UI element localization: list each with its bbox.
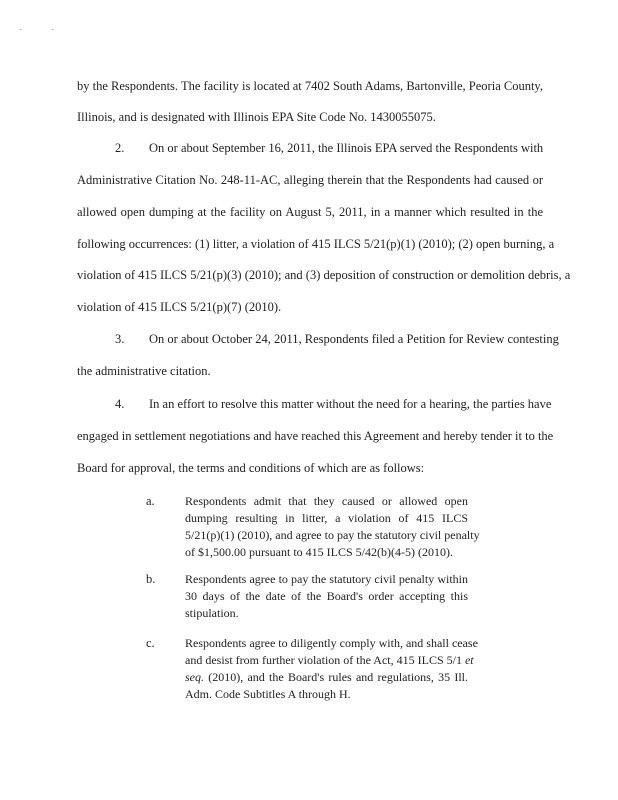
- term-letter: c.: [146, 636, 155, 650]
- term-line: Respondents agree to pay the statutory civil penalty within: [185, 572, 468, 586]
- term-letter: b.: [146, 572, 156, 586]
- paragraph-number: 4.: [115, 397, 125, 411]
- term-text: [185, 571, 468, 622]
- body-line: violation of 415 ILCS 5/21(p)(3) (2010); and (3) deposition of construction or demolition debris, a: [77, 268, 571, 282]
- term-text: [185, 635, 478, 703]
- body-line: allowed open dumping at the facility on August 5, 2011, in a manner which resulted in the: [77, 205, 543, 219]
- term-line: stipulation.: [185, 606, 239, 620]
- term-line: Respondents admit that they caused or allowed open: [185, 494, 468, 508]
- term-letter: a.: [146, 494, 155, 508]
- term-text: [185, 493, 480, 561]
- scan-marks: . .: [20, 23, 68, 32]
- italic-seq: seq.: [185, 670, 204, 684]
- term-line: and desist from further violation of the Act, 415 ILCS 5/1 et: [185, 653, 474, 667]
- body-line: the administrative citation.: [77, 364, 211, 378]
- term-line: 30 days of the date of the Board's order accepting this: [185, 589, 468, 603]
- paragraph-number: 2.: [115, 141, 125, 155]
- body-line: On or about October 24, 2011, Respondents filed a Petition for Review contesting: [149, 332, 559, 346]
- body-line: by the Respondents. The facility is located at 7402 South Adams, Bartonville, Peoria County,: [77, 79, 543, 93]
- italic-et: et: [464, 653, 474, 667]
- term-line: of $1,500.00 pursuant to 415 ILCS 5/42(b)(4-5) (2010).: [185, 545, 453, 559]
- term-line: dumping resulting in litter, a violation of 415 ILCS: [185, 511, 468, 525]
- paragraph-number: 3.: [115, 332, 125, 346]
- term-line: Adm. Code Subtitles A through H.: [185, 687, 351, 701]
- body-line: Administrative Citation No. 248-11-AC, alleging therein that the Respondents had caused or: [77, 173, 543, 187]
- body-line: On or about September 16, 2011, the Illinois EPA served the Respondents with: [149, 141, 544, 155]
- body-line: Board for approval, the terms and conditions of which are as follows:: [77, 461, 425, 475]
- body-line: engaged in settlement negotiations and have reached this Agreement and hereby tender it to the: [77, 429, 554, 443]
- term-line: 5/21(p)(1) (2010), and agree to pay the statutory civil penalty: [185, 528, 480, 542]
- body-line: violation of 415 ILCS 5/21(p)(7) (2010).: [77, 300, 282, 314]
- body-line: In an effort to resolve this matter without the need for a hearing, the parties have: [149, 397, 552, 411]
- body-line: Illinois, and is designated with Illinois EPA Site Code No. 1430055075.: [77, 110, 436, 124]
- body-line: following occurrences: (1) litter, a violation of 415 ILCS 5/21(p)(1) (2010); (2) open burning, a: [77, 237, 555, 251]
- term-line: Respondents agree to diligently comply with, and shall cease: [185, 636, 478, 650]
- term-line: seq. (2010), and the Board's rules and regulations, 35 Ill.: [185, 670, 468, 684]
